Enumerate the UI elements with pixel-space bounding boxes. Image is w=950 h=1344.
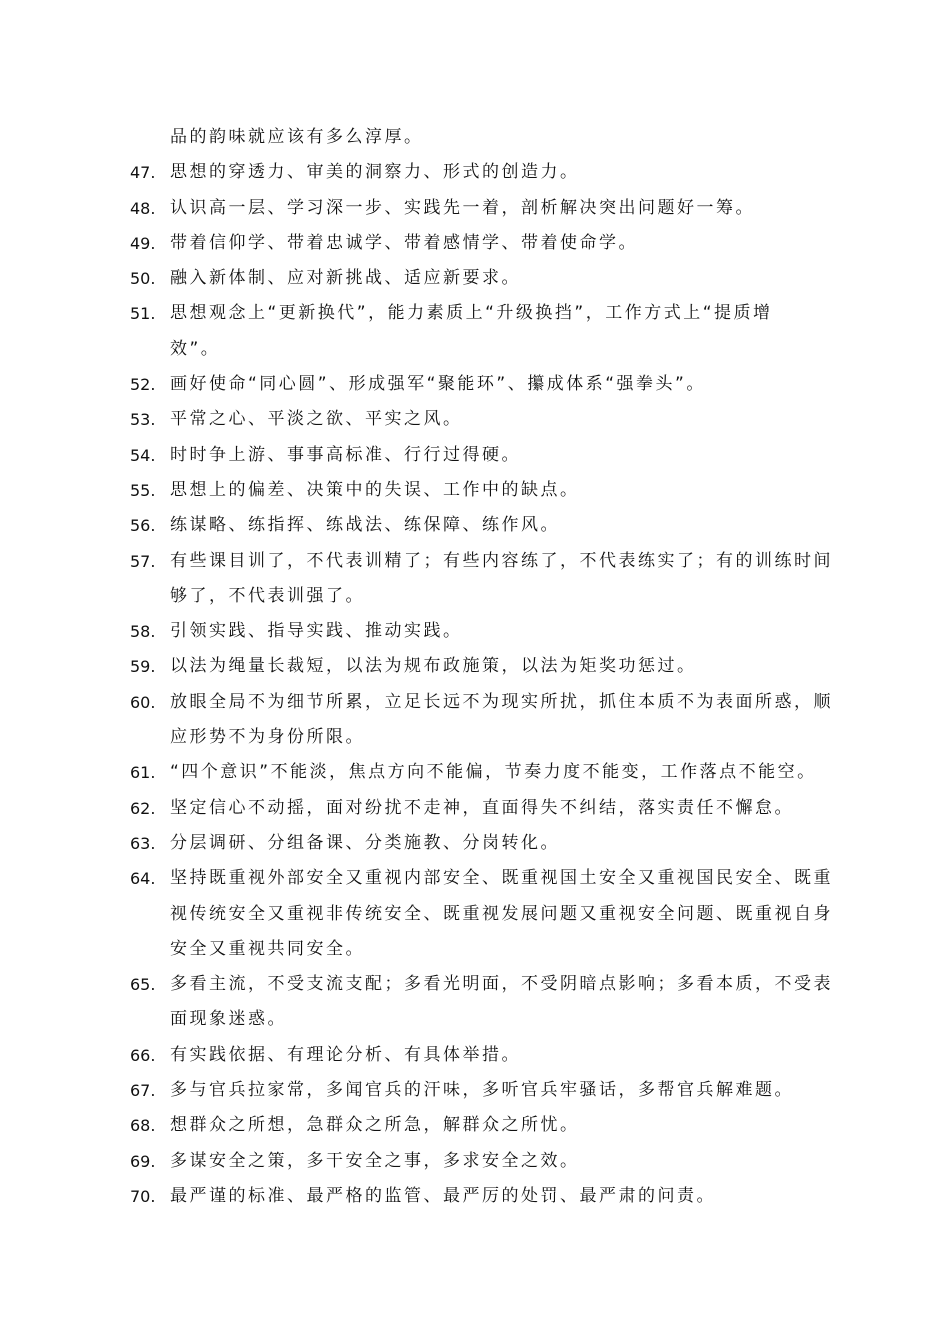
item-text: 认识高一层、学习深一步、实践先一着，剖析解决突出问题好一筹。 (170, 197, 755, 218)
list-item (130, 579, 830, 614)
item-text: 视传统安全又重视非传统安全、既重视发展问题又重视安全问题、既重视自身 (170, 903, 833, 924)
item-number: 57. (130, 551, 156, 571)
item-text: 思想观念上“更新换代”，能力素质上“升级换挡”，工作方式上“提质增 (170, 303, 773, 324)
item-text: 引领实践、指导实践、推动实践。 (170, 621, 463, 642)
item-text: 够了，不代表训强了。 (170, 585, 365, 606)
item-text: 坚持既重视外部安全又重视内部安全、既重视国土安全又重视国民安全、既重 (170, 868, 833, 889)
item-text: 有些课目训了，不代表训精了；有些内容练了，不代表练实了；有的训练时间 (170, 550, 833, 571)
item-number: 70. (130, 1186, 156, 1206)
list-item (130, 685, 833, 720)
item-text: 思想上的偏差、决策中的失误、工作中的缺点。 (170, 479, 580, 500)
list-item (130, 1038, 830, 1073)
item-text: 以法为绳量长裁短，以法为规布政施策，以法为矩奖功惩过。 (170, 656, 697, 677)
list-item (130, 473, 830, 508)
item-number: 48. (130, 198, 156, 218)
list-item (130, 332, 830, 367)
item-text: 面现象迷惑。 (170, 1009, 287, 1030)
list-item (130, 296, 830, 331)
item-number: 51. (130, 304, 156, 324)
item-text: 多看主流，不受支流支配；多看光明面，不受阴暗点影响；多看本质，不受表 (170, 974, 833, 995)
item-text: 最严谨的标准、最严格的监管、最严厉的处罚、最严肃的问责。 (170, 1185, 716, 1206)
item-text: 分层调研、分组备课、分类施教、分岗转化。 (170, 832, 560, 853)
item-text: 安全又重视共同安全。 (170, 938, 365, 959)
list-item (130, 614, 830, 649)
item-number: 68. (130, 1116, 156, 1136)
list-item (130, 932, 830, 967)
item-number: 54. (130, 445, 156, 465)
item-text: 思想的穿透力、审美的洞察力、形式的创造力。 (170, 162, 580, 183)
item-number: 55. (130, 480, 156, 500)
item-number: 64. (130, 869, 156, 889)
item-text: 带着信仰学、带着忠诚学、带着感情学、带着使命学。 (170, 232, 638, 253)
list-item (130, 1179, 830, 1214)
list-item (130, 1144, 830, 1179)
item-number: 47. (130, 163, 156, 183)
item-text: 多谋安全之策，多干安全之事，多求安全之效。 (170, 1150, 580, 1171)
list-item (130, 508, 830, 543)
item-text: 有实践依据、有理论分析、有具体举措。 (170, 1044, 521, 1065)
item-number: 67. (130, 1081, 156, 1101)
phrase-list (130, 120, 833, 1214)
item-text: 练谋略、练指挥、练战法、练保障、练作风。 (170, 515, 560, 536)
list-item (130, 1073, 830, 1108)
item-text: 平常之心、平淡之欲、平实之风。 (170, 409, 463, 430)
list-item (130, 155, 830, 190)
item-text: 效”。 (170, 338, 221, 359)
item-number: 49. (130, 233, 156, 253)
item-number: 56. (130, 516, 156, 536)
item-number: 63. (130, 833, 156, 853)
list-item (130, 861, 833, 896)
list-item (130, 897, 833, 932)
item-text: “四个意识”不能淡，焦点方向不能偏，节奏力度不能变，工作落点不能空。 (170, 762, 817, 783)
item-text: 画好使命“同心圆”、形成强军“聚能环”、攥成体系“强拳头”。 (170, 374, 706, 395)
item-number: 59. (130, 657, 156, 677)
list-item (130, 261, 830, 296)
list-item (130, 191, 830, 226)
item-number: 50. (130, 269, 156, 289)
list-item (130, 1108, 830, 1143)
list-item (130, 226, 830, 261)
item-number: 53. (130, 410, 156, 430)
list-item (130, 1002, 830, 1037)
list-item (130, 544, 833, 579)
list-item (130, 826, 830, 861)
item-number: 69. (130, 1151, 156, 1171)
item-text: 融入新体制、应对新挑战、适应新要求。 (170, 268, 521, 289)
list-item (130, 367, 830, 402)
list-item (130, 402, 830, 437)
list-item (130, 967, 833, 1002)
item-number: 66. (130, 1045, 156, 1065)
item-text: 应形势不为身份所限。 (170, 727, 365, 748)
item-number: 61. (130, 763, 156, 783)
item-text: 时时争上游、事事高标准、行行过得硬。 (170, 444, 521, 465)
item-text: 坚定信心不动摇，面对纷扰不走神，直面得失不纠结，落实责任不懈怠。 (170, 797, 794, 818)
item-text: 品的韵味就应该有多么淳厚。 (170, 127, 424, 147)
list-item (130, 720, 830, 755)
list-item (130, 438, 830, 473)
item-text: 多与官兵拉家常，多闻官兵的汗味，多听官兵牢骚话，多帮官兵解难题。 (170, 1080, 794, 1101)
item-text: 放眼全局不为细节所累，立足长远不为现实所扰，抓住本质不为表面所惑，顺 (170, 691, 833, 712)
item-number: 65. (130, 975, 156, 995)
item-number: 60. (130, 692, 156, 712)
item-number: 58. (130, 622, 156, 642)
list-item (130, 755, 830, 790)
list-item (130, 120, 830, 155)
item-text: 想群众之所想，急群众之所急，解群众之所忧。 (170, 1115, 580, 1136)
list-item (130, 791, 830, 826)
item-number: 62. (130, 798, 156, 818)
list-item (130, 649, 830, 684)
item-number: 52. (130, 375, 156, 395)
